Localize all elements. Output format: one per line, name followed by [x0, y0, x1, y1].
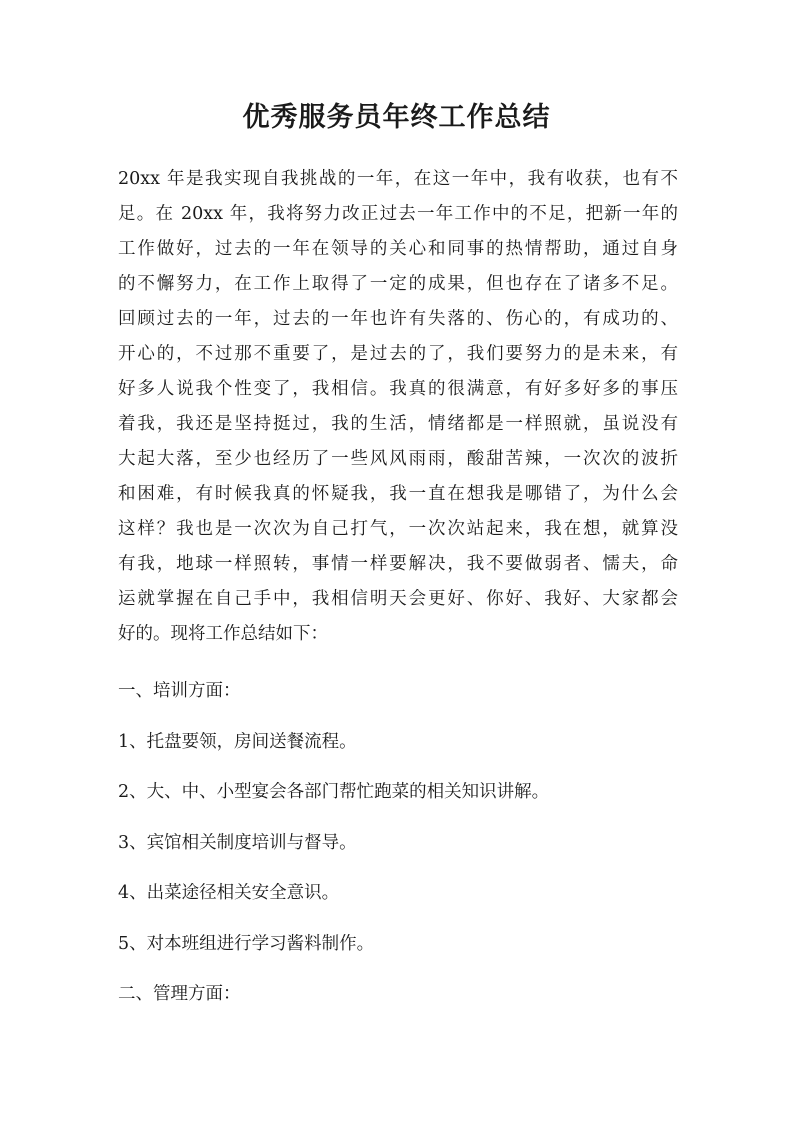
- intro-line: 足。在 20xx 年，我将努力改正过去一年工作中的不足，把新一年的: [118, 204, 678, 224]
- intro-line: 有我，地球一样照转，事情一样要解决，我不要做弱者、懦夫，命: [118, 554, 678, 574]
- intro-line: 回顾过去的一年，过去的一年也许有失落的、伤心的，有成功的、: [118, 309, 678, 329]
- intro-line: 的不懈努力，在工作上取得了一定的成果，但也存在了诸多不足。: [118, 274, 678, 294]
- training-item: 4、出菜途径相关安全意识。: [118, 883, 340, 903]
- intro-line: 好的。现将工作总结如下：: [118, 624, 328, 644]
- intro-line: 这样？我也是一次次为自己打气，一次次站起来，我在想，就算没: [118, 519, 678, 539]
- intro-line: 着我，我还是坚持挺过，我的生活，情绪都是一样照就，虽说没有: [118, 414, 678, 434]
- intro-line: 工作做好，过去的一年在领导的关心和同事的热情帮助，通过自身: [118, 239, 678, 259]
- document-title: 优秀服务员年终工作总结: [242, 102, 551, 133]
- intro-line: 运就掌握在自己手中，我相信明天会更好、你好、我好、大家都会: [118, 589, 678, 609]
- training-item: 3、宾馆相关制度培训与督导。: [118, 832, 357, 853]
- section-heading-training: 一、培训方面：: [118, 681, 241, 701]
- training-item: 1、托盘要领，房间送餐流程。: [118, 731, 357, 752]
- section-heading-management: 二、管理方面：: [118, 984, 241, 1004]
- intro-paragraph: [118, 162, 678, 652]
- training-item: 2、大、中、小型宴会各部门帮忙跑菜的相关知识讲解。: [118, 782, 550, 802]
- intro-line: 和困难，有时候我真的怀疑我，我一直在想我是哪错了，为什么会: [118, 484, 678, 504]
- intro-line: 大起大落，至少也经历了一些风风雨雨，酸甜苦辣，一次次的波折: [118, 449, 678, 469]
- sections: [118, 678, 678, 1032]
- intro-line: 开心的，不过那不重要了，是过去的了，我们要努力的是未来，有: [118, 344, 678, 364]
- intro-line: 好多人说我个性变了，我相信。我真的很满意，有好多好多的事压: [118, 379, 678, 399]
- intro-line: 20xx 年是我实现自我挑战的一年，在这一年中，我有收获，也有不: [118, 169, 678, 189]
- training-item: 5、对本班组进行学习酱料制作。: [118, 933, 375, 954]
